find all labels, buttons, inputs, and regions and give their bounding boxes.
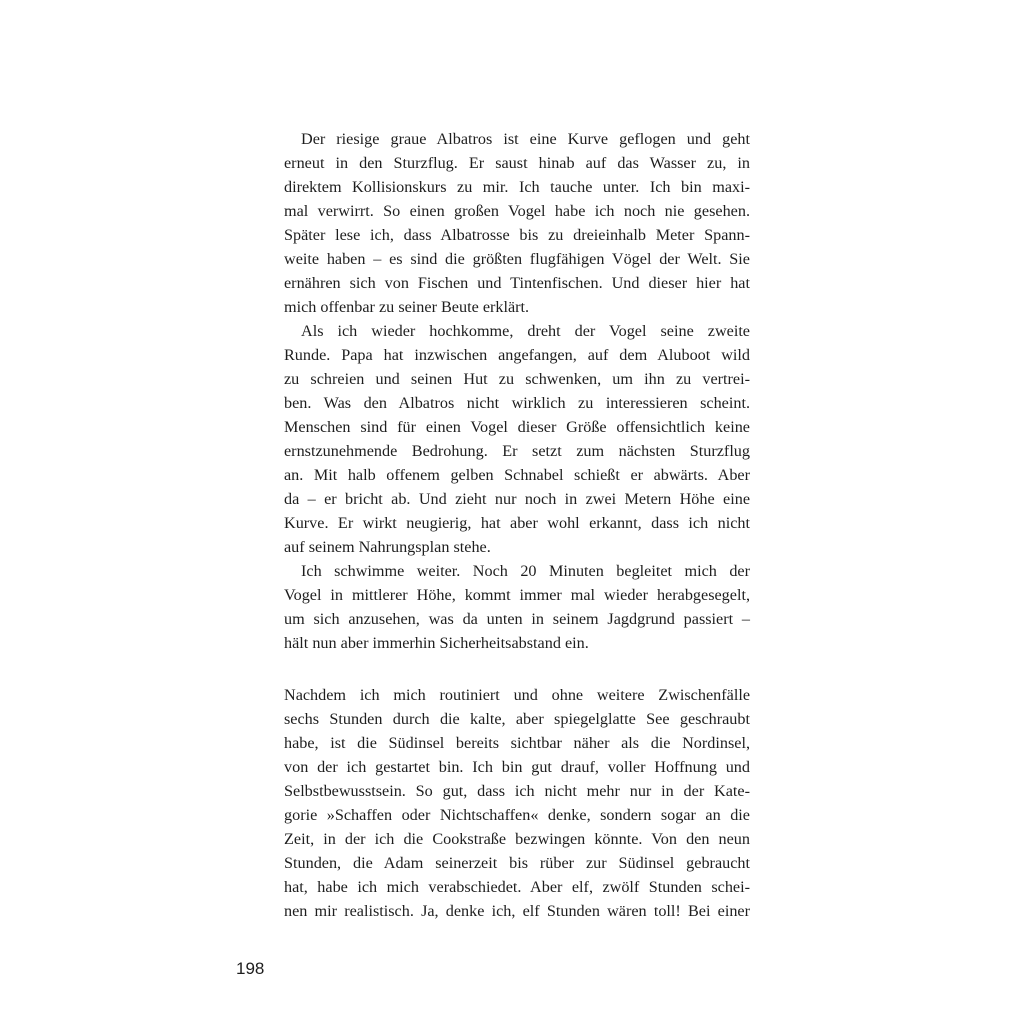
text-line: Als ich wieder hochkomme, dreht der Vogel seine zweite xyxy=(301,322,750,340)
text-line: Der riesige graue Albatros ist eine Kurve geflogen und geht xyxy=(301,130,750,148)
paragraph xyxy=(284,319,750,559)
text-section-1 xyxy=(284,127,750,655)
text-line: Stunden, die Adam seinerzeit bis rüber zur Südinsel gebraucht xyxy=(284,854,750,872)
paragraph xyxy=(284,683,750,923)
text-line: Später lese ich, dass Albatrosse bis zu dreieinhalb Meter Spann- xyxy=(284,226,750,244)
text-line: Runde. Papa hat inzwischen angefangen, auf dem Aluboot wild xyxy=(284,346,750,364)
text-line: hat, habe ich mich verabschiedet. Aber elf, zwölf Stunden schei- xyxy=(284,878,750,896)
text-line: Kurve. Er wirkt neugierig, hat aber wohl erkannt, dass ich nicht xyxy=(284,514,750,532)
text-line: direktem Kollisionskurs zu mir. Ich tauche unter. Ich bin maxi- xyxy=(284,178,750,196)
text-line: ben. Was den Albatros nicht wirklich zu interessieren scheint. xyxy=(284,394,750,412)
paragraph xyxy=(284,559,750,655)
text-line: habe, ist die Südinsel bereits sichtbar näher als die Nordinsel, xyxy=(284,734,750,752)
paragraph xyxy=(284,127,750,319)
text-line: sechs Stunden durch die kalte, aber spiegelglatte See geschraubt xyxy=(284,710,750,728)
text-line: hält nun aber immerhin Sicherheitsabstand ein. xyxy=(284,634,589,652)
text-line: gorie »Schaffen oder Nichtschaffen« denke, sondern sogar an die xyxy=(284,806,750,824)
text-line: weite haben – es sind die größten flugfähigen Vögel der Welt. Sie xyxy=(284,250,750,268)
text-line: mich offenbar zu seiner Beute erklärt. xyxy=(284,298,530,316)
text-line: erneut in den Sturzflug. Er saust hinab auf das Wasser zu, in xyxy=(284,154,750,172)
text-line: um sich anzusehen, was da unten in seinem Jagdgrund passiert – xyxy=(284,610,750,628)
text-line: Selbstbewusstsein. So gut, dass ich nicht mehr nur in der Kate- xyxy=(284,782,750,800)
text-line: von der ich gestartet bin. Ich bin gut drauf, voller Hoffnung und xyxy=(284,758,750,776)
text-line: an. Mit halb offenem gelben Schnabel schießt er abwärts. Aber xyxy=(284,466,750,484)
text-section-2 xyxy=(284,683,750,923)
text-line: auf seinem Nahrungsplan stehe. xyxy=(284,538,491,556)
text-line: Menschen sind für einen Vogel dieser Größe offensichtlich keine xyxy=(284,418,750,436)
text-line: nen mir realistisch. Ja, denke ich, elf Stunden wären toll! Bei einer xyxy=(284,902,750,920)
text-line: Vogel in mittlerer Höhe, kommt immer mal wieder herabgesegelt, xyxy=(284,586,750,604)
text-line: mal verwirrt. So einen großen Vogel habe ich noch nie gesehen. xyxy=(284,202,750,220)
text-line: Nachdem ich mich routiniert und ohne weitere Zwischenfälle xyxy=(284,686,750,704)
text-line: ernähren sich von Fischen und Tintenfischen. Und dieser hier hat xyxy=(284,274,750,292)
text-line: ernstzunehmende Bedrohung. Er setzt zum nächsten Sturzflug xyxy=(284,442,750,460)
text-line: da – er bricht ab. Und zieht nur noch in zwei Metern Höhe eine xyxy=(284,490,750,508)
page-number: 198 xyxy=(236,959,265,978)
text-line: zu schreien und seinen Hut zu schwenken, um ihn zu vertrei- xyxy=(284,370,750,388)
text-line: Ich schwimme weiter. Noch 20 Minuten begleitet mich der xyxy=(301,562,750,580)
text-line: Zeit, in der ich die Cookstraße bezwingen könnte. Von den neun xyxy=(284,830,750,848)
